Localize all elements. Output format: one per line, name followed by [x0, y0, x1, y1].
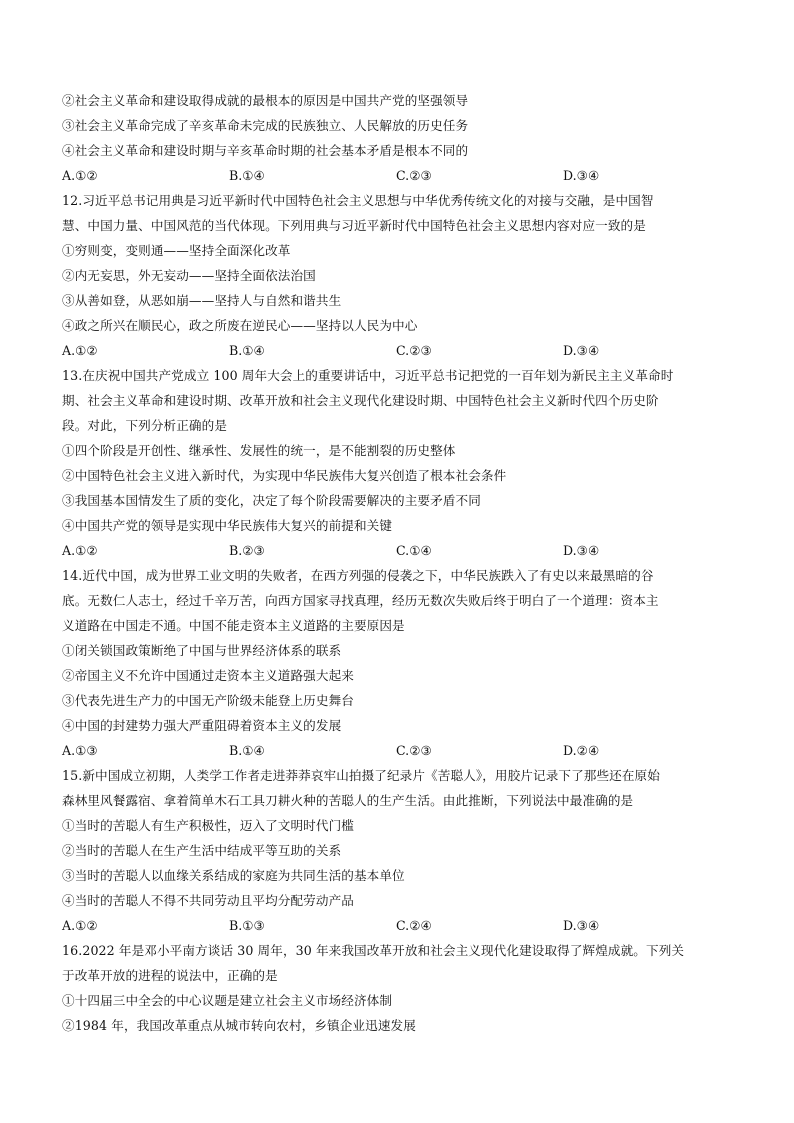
- option-b: B.①③: [229, 918, 265, 933]
- option-b: B.①④: [229, 343, 265, 358]
- option-b: B.②③: [229, 543, 265, 558]
- choice-item: ④社会主义革命和建设时期与辛亥革命时期的社会基本矛盾是根本不同的: [62, 143, 469, 158]
- choice-item: ②帝国主义不允许中国通过走资本主义道路强大起来: [62, 668, 354, 683]
- question-13: [62, 363, 742, 563]
- option-c: C.②③: [396, 743, 432, 758]
- question-stem: 14.近代中国，成为世界工业文明的失败者，在西方列强的侵袭之下，中华民族跌入了有史以来最黑暗的谷: [62, 568, 654, 583]
- option-d: D.③④: [563, 343, 600, 358]
- answer-options: [62, 538, 742, 563]
- option-d: D.③④: [563, 918, 600, 933]
- option-a: A.①③: [62, 743, 98, 758]
- question-stem: 段。对此，下列分析正确的是: [62, 418, 228, 433]
- answer-options: [62, 163, 742, 188]
- choice-item: ②中国特色社会主义进入新时代，为实现中华民族伟大复兴创造了根本社会条件: [62, 468, 507, 483]
- option-a: A.①②: [62, 543, 98, 558]
- choice-item: ①十四届三中全会的中心议题是建立社会主义市场经济体制: [62, 993, 393, 1008]
- question-16: [62, 938, 742, 1038]
- question-12: [62, 188, 742, 363]
- choice-item: ①四个阶段是开创性、继承性、发展性的统一，是不能割裂的历史整体: [62, 443, 456, 458]
- question-stem: 15.新中国成立初期，人类学工作者走进莽莽哀牢山拍摄了纪录片《苦聪人》，用胶片记录下了那些还在原始: [62, 768, 660, 783]
- question-stem: 慧、中国力量、中国风范的当代体现。下列用典与习近平新时代中国特色社会主义思想内容对应一致的是: [62, 218, 646, 233]
- choice-item: ②社会主义革命和建设取得成就的最根本的原因是中国共产党的坚强领导: [62, 93, 469, 108]
- choice-item: ③当时的苦聪人以血缘关系结成的家庭为共同生活的基本单位: [62, 868, 405, 883]
- option-d: D.③④: [563, 543, 600, 558]
- choice-item: ③从善如登，从恶如崩——坚持人与自然和谐共生: [62, 293, 342, 308]
- question-stem: 底。无数仁人志士，经过千辛万苦，向西方国家寻找真理，经历无数次失败后终于明白了一个道理：资本主: [62, 593, 659, 608]
- answer-options: [62, 913, 742, 938]
- option-a: A.①②: [62, 918, 98, 933]
- question-11-continuation: [62, 88, 742, 188]
- question-stem: 期、社会主义革命和建设时期、改革开放和社会主义现代化建设时期、中国特色社会主义新时代四个历史阶: [62, 393, 659, 408]
- option-c: C.②③: [396, 343, 432, 358]
- option-d: D.③④: [563, 168, 600, 183]
- choice-item: ②当时的苦聪人在生产生活中结成平等互助的关系: [62, 843, 342, 858]
- choice-item: ③代表先进生产力的中国无产阶级未能登上历史舞台: [62, 693, 354, 708]
- exam-page: [62, 88, 742, 1038]
- question-stem: 于改革开放的进程的说法中，正确的是: [62, 968, 278, 983]
- option-b: B.①④: [229, 743, 265, 758]
- choice-item: ④中国共产党的领导是实现中华民族伟大复兴的前提和关键: [62, 518, 393, 533]
- option-d: D.②④: [563, 743, 600, 758]
- choice-item: ④政之所兴在顺民心，政之所废在逆民心——坚持以人民为中心: [62, 318, 418, 333]
- option-c: C.②③: [396, 168, 432, 183]
- question-stem: 13.在庆祝中国共产党成立 100 周年大会上的重要讲话中，习近平总书记把党的一百年划为新民主主义革命时: [62, 368, 674, 383]
- question-stem: 16.2022 年是邓小平南方谈话 30 周年，30 年来我国改革开放和社会主义现代化建设取得了辉煌成就。下列关: [62, 943, 685, 958]
- option-c: C.①④: [396, 543, 432, 558]
- option-a: A.①②: [62, 343, 98, 358]
- choice-item: ④当时的苦聪人不得不共同劳动且平均分配劳动产品: [62, 893, 354, 908]
- question-stem: 义道路在中国走不通。中国不能走资本主义道路的主要原因是: [62, 618, 405, 633]
- question-stem: 森林里风餐露宿、拿着简单木石工具刀耕火种的苦聪人的生产生活。由此推断，下列说法中最准确的是: [62, 793, 634, 808]
- answer-options: [62, 738, 742, 763]
- answer-options: [62, 338, 742, 363]
- choice-item: ①当时的苦聪人有生产积极性，迈入了文明时代门槛: [62, 818, 354, 833]
- question-stem: 12.习近平总书记用典是习近平新时代中国特色社会主义思想与中华优秀传统文化的对接与交融，是中国智: [62, 193, 654, 208]
- choice-item: ②1984 年，我国改革重点从城市转向农村，乡镇企业迅速发展: [62, 1018, 416, 1033]
- choice-item: ④中国的封建势力强大严重阻碍着资本主义的发展: [62, 718, 342, 733]
- question-15: [62, 763, 742, 938]
- choice-item: ③社会主义革命完成了辛亥革命未完成的民族独立、人民解放的历史任务: [62, 118, 469, 133]
- option-c: C.②④: [396, 918, 432, 933]
- choice-item: ②内无妄思，外无妄动——坚持全面依法治国: [62, 268, 316, 283]
- question-14: [62, 563, 742, 763]
- option-a: A.①②: [62, 168, 98, 183]
- option-b: B.①④: [229, 168, 265, 183]
- choice-item: ①闭关锁国政策断绝了中国与世界经济体系的联系: [62, 643, 342, 658]
- choice-item: ①穷则变，变则通——坚持全面深化改革: [62, 243, 291, 258]
- choice-item: ③我国基本国情发生了质的变化，决定了每个阶段需要解决的主要矛盾不同: [62, 493, 481, 508]
